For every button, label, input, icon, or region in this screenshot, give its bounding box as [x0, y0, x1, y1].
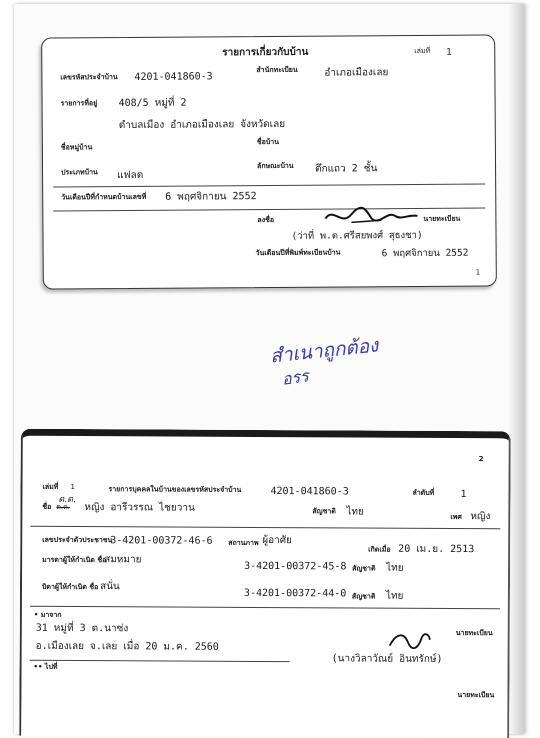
address-label: รายการที่อยู่: [60, 99, 98, 108]
house-type: แฟลต: [117, 169, 144, 182]
registrar-name: (นางวิลาวัณย์ อินทรักษ์): [331, 653, 443, 665]
page-edge-shadow: [508, 4, 524, 734]
book-label: เล่มที่: [42, 482, 59, 491]
father-id: 3-4201-00372-44-0: [243, 587, 347, 600]
house-type-label: ประเภทบ้าน: [61, 168, 98, 177]
house-style-label: ลักษณะบ้าน: [257, 161, 294, 171]
resident-status: ผู้อาศัย: [262, 534, 292, 547]
sign-label: ลงชื่อ: [257, 215, 275, 225]
moved-from-label: • มาจาก: [33, 610, 62, 619]
certified-copy-note: สำเนาถูกต้อง: [269, 334, 380, 368]
house-code: 4201-041860-3: [270, 486, 349, 498]
registry-office: อำเภอเมืองเลย: [324, 67, 389, 79]
registrar-label: นายทะเบียน: [457, 691, 495, 700]
house-style: ตึกแถว 2 ชั้น: [315, 163, 378, 175]
struck-title: ด.ต.: [56, 502, 70, 511]
father-name: สนั่น: [99, 581, 120, 593]
mother-label: มารดาผู้ให้กำเนิด ชื่อ: [42, 555, 107, 565]
house-details-card: [41, 34, 497, 289]
registrar-label: นายทะเบียน: [455, 628, 493, 638]
registrar-signature-icon: [321, 204, 421, 229]
mother-name: สมหมาย: [104, 554, 142, 566]
print-date-label: วันเดือนปีที่พิมพ์ทะเบียนบ้าน: [255, 248, 341, 258]
moved-to-label: •• ไปที่: [33, 662, 58, 671]
mother-nationality-label: สัญชาติ: [352, 564, 376, 573]
moved-from-line2: อ.เมืองเลย จ.เลย เมื่อ 20 ม.ค. 2560: [35, 640, 219, 653]
book-label: เล่มที่: [414, 46, 431, 55]
sex: หญิง: [470, 511, 491, 523]
order-number: 1: [460, 489, 467, 501]
order-label: ลำดับที่: [412, 488, 435, 497]
citizen-id: 3-4201-00372-46-6: [110, 535, 213, 547]
name-label: ชื่อ: [42, 502, 52, 511]
divider: [30, 660, 290, 662]
page-number: 2: [478, 455, 484, 464]
house-code-label: เลขรหัสประจำบ้าน: [60, 73, 118, 82]
certifier-initials: อรร: [280, 366, 310, 389]
house-code: 4201-041860-3: [134, 71, 213, 83]
house-date: 6 พฤศจิกายน 2552: [165, 191, 257, 203]
divider: [30, 606, 500, 609]
father-nationality-label: สัญชาติ: [351, 592, 376, 601]
village-label: ชื่อหมู่บ้าน: [60, 143, 93, 152]
birth-date: 20 เม.ย. 2513: [398, 543, 475, 556]
person-record-card: [19, 429, 511, 738]
rank-handwritten: ด.ต.: [58, 494, 76, 506]
mother-nationality: ไทย: [386, 562, 404, 574]
registrar-label: นายทะเบียน: [423, 214, 461, 223]
house-name-label: ชื่อบ้าน: [256, 137, 280, 147]
card-title: รายการเกี่ยวกับบ้าน: [222, 46, 309, 59]
book-number: 1: [70, 482, 75, 492]
father-nationality: ไทย: [385, 590, 404, 602]
print-date: 6 พฤศจิกายน 2552: [381, 247, 469, 260]
book-number: 1: [446, 47, 453, 58]
registry-office-label: สำนักทะเบียน: [256, 65, 298, 75]
record-heading: รายการบุคคลในบ้านของเลขรหัสประจำบ้าน: [108, 485, 242, 494]
divider: [30, 526, 500, 529]
status-label: สถานภาพ: [228, 538, 259, 547]
id-label: เลขประจำตัวประชาชน: [42, 535, 113, 545]
address-line: ตำบลเมือง อำเภอเมืองเลย จังหวัดเลย: [118, 118, 286, 132]
mother-id: 3-4201-00372-45-8: [244, 560, 347, 573]
nationality: ไทย: [346, 506, 364, 518]
registrar-signature-icon: [386, 628, 434, 654]
divider: [53, 183, 485, 187]
house-date-label: วันเดือนปีที่กำหนดบ้านเลขที่: [61, 192, 147, 202]
sex-label: เพศ: [450, 512, 462, 522]
person-name: หญิง อารีวรรณ ไชยวาน: [84, 502, 195, 514]
father-label: บิดาผู้ให้กำเนิด ชื่อ: [41, 582, 99, 592]
birth-label: เกิดเมื่อ: [368, 545, 391, 554]
nationality-label: สัญชาติ: [312, 507, 336, 516]
moved-from-line1: 31 หมู่ที่ 3 ต.นาซ่ง: [35, 622, 129, 635]
address-number: 408/5 หมู่ที่ 2: [118, 97, 187, 110]
page-number: 1: [475, 268, 481, 277]
registrar-name: (ว่าที่ พ.ต.ศรีสยพงศ์ สุธงชา): [291, 229, 423, 242]
